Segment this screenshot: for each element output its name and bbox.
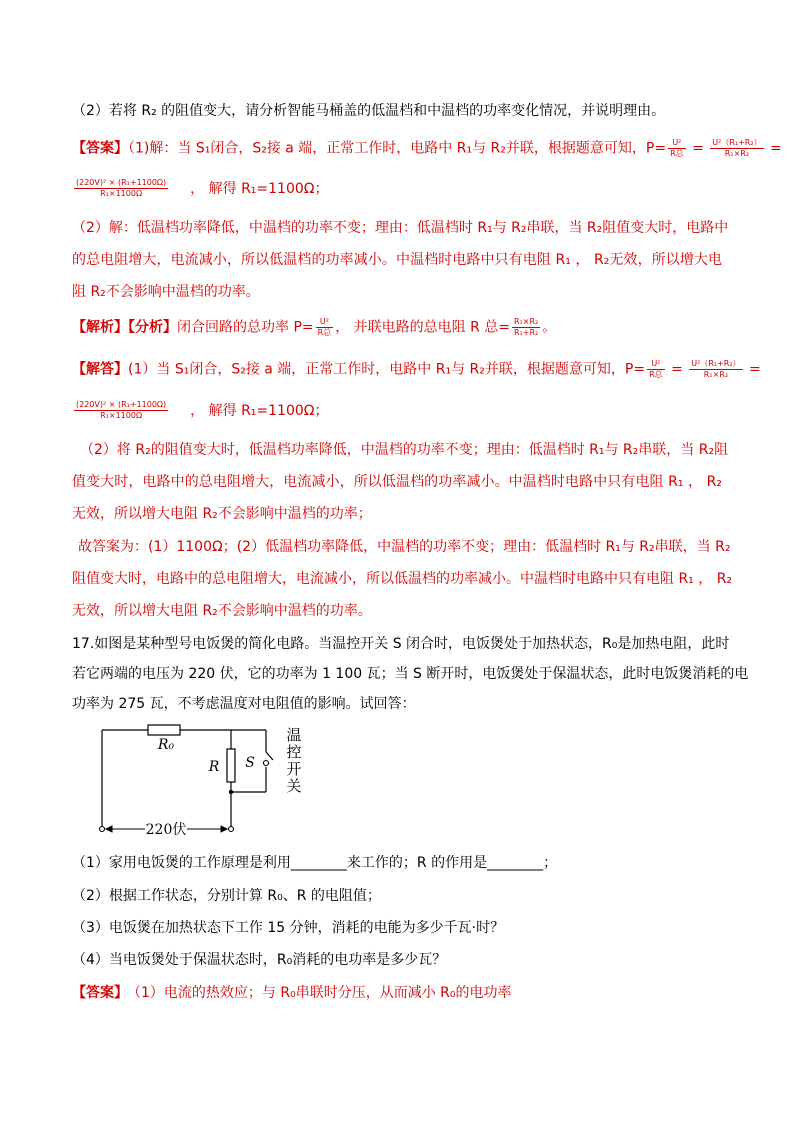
equals-sign: = — [666, 361, 688, 378]
q16-solution-part2-line3: 无效，所以增大电阻 R₂不会影响中温档的功率； — [72, 506, 372, 522]
r-label: R — [208, 759, 220, 775]
q16-answer-part2-line3: 阻 R₂不会影响中温档的功率。 — [72, 284, 260, 300]
fraction-denominator: R总 — [317, 328, 332, 337]
switch-blade — [266, 752, 273, 760]
arrow-head-right — [221, 826, 227, 832]
fraction-numerator: U²（R₁+R₂） — [712, 138, 762, 147]
q16-analysis-line — [72, 317, 722, 338]
power-fraction — [668, 138, 686, 159]
q17-sub-question-2: （2）根据工作状态，分别计算 R₀、R 的电阻值； — [72, 888, 381, 904]
q17-stem-line3: 功率为 275 瓦，不考虑温度对电阻值的影响。试回答： — [72, 696, 416, 712]
power-fraction — [316, 317, 334, 338]
fraction-numerator: U² — [672, 138, 682, 147]
answer-tag: 【答案】 — [72, 140, 128, 157]
terminal-left — [100, 827, 105, 832]
q17-stem-line2: 若它两端的电压为 220 伏，它的功率为 1 100 瓦；当 S 断开时，电饭煲处于保温状态，此时电饭煲消耗的电 — [72, 666, 749, 682]
fraction-denominator: R₁×R₂ — [710, 148, 763, 159]
q16-answer-part2-line1: （2）解：低温档功率降低，中温档的功率不变；理由：低温档时 R₁与 R₂串联，当 R₂阻值变大时，电路中 — [72, 220, 729, 236]
q17-sub-question-3: （3）电饭煲在加热状态下工作 15 分钟，消耗的电能为多少千瓦·时？ — [72, 920, 505, 936]
equals-sign: = — [765, 140, 782, 157]
analysis-text: 闭合回路的总功率 P= — [177, 319, 314, 336]
switch-contact — [264, 761, 269, 766]
fraction-numerator: (220V)² × (R₁+1100Ω) — [76, 400, 167, 409]
solution-text: (1）当 S₁闭合，S₂接 a 端，正常工作时，电路中 R₁与 R₂并联，根据题意可知，P= — [128, 361, 646, 378]
analysis-tag: 【解析】【分析】 — [72, 319, 177, 336]
analysis-mid-text: ， 并联电路的总电阻 R 总= — [335, 319, 510, 336]
answer-text: （1）电流的热效应；与 R₀串联时分压，从而减小 R₀的电功率 — [134, 985, 512, 1001]
fraction-numerator: (220V)² × (R₁+1100Ω) — [76, 178, 167, 187]
q16-final-line3: 无效，所以增大电阻 R₂不会影响中温档的功率。 — [72, 603, 372, 619]
parallel-resistance-fraction — [512, 317, 540, 338]
solution-tag: 【解答】 — [72, 361, 128, 378]
q17-answer-line — [72, 983, 722, 1003]
voltage-label: 220伏 — [145, 822, 187, 838]
fraction-numerator: U² — [651, 359, 661, 368]
fraction-denominator: R₁×R₂ — [689, 369, 742, 380]
answer-text: （1)解：当 S₁闭合，S₂接 a 端，正常工作时，电路中 R₁与 R₂并联，根据题意可知，P= — [128, 140, 667, 157]
switch-label-char1: 温 — [286, 726, 302, 744]
equals-sign: = — [744, 361, 761, 378]
q16-final-line1: 故答案为：(1）1100Ω；(2）低温档功率降低，中温档的功率不变；理由：低温档时 R₁与 R₂串联，当 R₂ — [78, 539, 731, 555]
q16-answer-line1 — [72, 138, 782, 159]
fraction-numerator: U²（R₁+R₂） — [691, 359, 741, 368]
q16-final-line2: 阻值变大时，电路中的总电阻增大，电流减小，所以低温档的功率减小。中温档时电路中只有电阻 R₁ ， R₂ — [72, 571, 733, 587]
junction-dot — [229, 790, 233, 794]
r0-label: R₀ — [157, 737, 175, 753]
fraction-denominator: R₁+R₂ — [514, 328, 539, 337]
substitution-fraction — [74, 178, 168, 199]
switch-label-char2: 控 — [286, 743, 302, 761]
rice-cooker-circuit-diagram — [90, 720, 320, 845]
fraction-denominator: R₁×1100Ω — [74, 410, 168, 421]
parallel-power-fraction — [689, 359, 742, 380]
solve-result: ， 解得 R₁=1100Ω； — [190, 402, 329, 419]
arrow-head-left — [106, 826, 112, 832]
r0-resistor — [148, 725, 180, 735]
r-resistor — [227, 749, 235, 782]
analysis-end: 。 — [542, 319, 557, 336]
power-fraction — [647, 359, 665, 380]
equals-sign: = — [687, 140, 709, 157]
substitution-fraction — [74, 400, 168, 421]
q16-answer-part2-line2: 的总电阻增大，电流减小，所以低温档的功率减小。中温档时电路中只有电阻 R₁ ， R₂无效，所以增大电 — [72, 252, 722, 268]
q17-stem-line1: 17.如图是某种型号电饭煲的简化电路。当温控开关 S 闭合时，电饭煲处于加热状态，R₀是加热电阻，此时 — [72, 636, 730, 652]
s-label: S — [245, 755, 255, 771]
fraction-denominator: R₁×1100Ω — [74, 188, 168, 199]
switch-label-char4: 关 — [286, 777, 302, 795]
switch-label-char3: 开 — [286, 760, 302, 778]
terminal-right — [229, 827, 234, 832]
fraction-numerator: R₁×R₂ — [514, 317, 539, 326]
fraction-numerator: U² — [319, 317, 329, 326]
fraction-denominator: R总 — [670, 149, 684, 158]
q16-answer-substitution — [72, 178, 722, 199]
q17-sub-question-1: （1）家用电饭煲的工作原理是利用________来工作的；R 的作用是________； — [72, 855, 558, 871]
answer-tag: 【答案】 — [72, 985, 128, 1001]
parallel-power-fraction — [710, 138, 763, 159]
q16-solution-part2-line2: 值变大时，电路中的总电阻增大，电流减小，所以低温档的功率减小。中温档时电路中只有电阻 R₁ ， R₂ — [72, 474, 722, 490]
solve-result: ， 解得 R₁=1100Ω； — [190, 180, 329, 197]
fraction-denominator: R总 — [649, 370, 663, 379]
q16-solution-part2-line1: （2）将 R₂的阻值变大时，低温档功率降低，中温档的功率不变；理由：低温档时 R₁与 R₂串联，当 R₂阻 — [80, 442, 729, 458]
q16-solution-line1 — [72, 359, 761, 380]
q16-solution-substitution — [72, 400, 722, 421]
q16-part2-question: （2）若将 R₂ 的阻值变大，请分析智能马桶盖的低温档和中温档的功率变化情况，并说明理由。 — [72, 103, 666, 119]
q17-sub-question-4: （4）当电饭煲处于保温状态时，R₀消耗的电功率是多少瓦？ — [72, 952, 447, 968]
